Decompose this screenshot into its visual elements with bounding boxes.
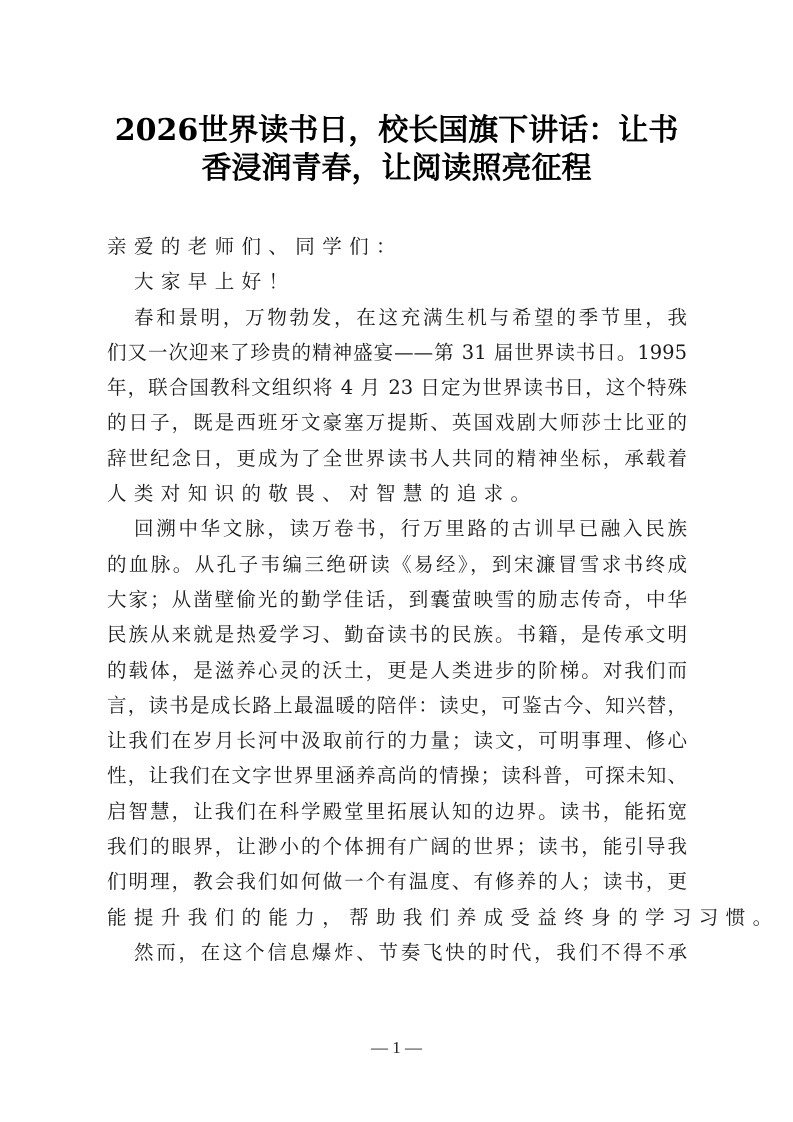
paragraph-2-line-6: 言，读书是成长路上最温暖的陪伴：读史，可鉴古今、知兴替， (107, 693, 687, 717)
paragraph-2-line-1: 回溯中华文脉，读万卷书，行万里路的古训早已融入民族 (134, 517, 687, 541)
paragraph-2-line-10: 我们的眼界，让渺小的个体拥有广阔的世界；读书，能引导我 (107, 835, 687, 859)
salutation: 亲爱的老师们、同学们： (107, 235, 403, 258)
paragraph-1-line-2: 们又一次迎来了珍贵的精神盛宴——第 31 届世界读书日。1995 (107, 340, 687, 364)
paragraph-2-line-4: 民族从来就是热爱学习、勤奋读书的民族。书籍，是传承文明 (107, 623, 687, 647)
title-line-2: 香浸润青春，让阅读照亮征程 (201, 151, 592, 186)
page-number: — 1 — (371, 1038, 422, 1057)
paragraph-2-line-8: 性，让我们在文字世界里涵养高尚的情操；读科普，可探未知、 (107, 764, 687, 788)
paragraph-2-line-2: 的血脉。从孔子韦编三绝研读《易经》，到宋濂冒雪求书终成 (107, 552, 687, 576)
paragraph-2-line-11: 们明理，教会我们如何做一个有温度、有修养的人；读书，更 (107, 870, 687, 894)
title-line-1: 2026世界读书日，校长国旗下讲话：让书 (114, 113, 679, 148)
paragraph-3-line-1: 然而，在这个信息爆炸、节奏飞快的时代，我们不得不承 (134, 940, 687, 964)
paragraph-2-line-9: 启智慧，让我们在科学殿堂里拓展认知的边界。读书，能拓宽 (107, 799, 687, 823)
paragraph-2-line-3: 大家；从凿壁偷光的勤学佳话，到囊萤映雪的励志传奇，中华 (107, 587, 687, 611)
paragraph-2-line-7: 让我们在岁月长河中汲取前行的力量；读文，可明事理、修心 (107, 729, 687, 753)
paragraph-1-line-6: 人类对知识的敬畏、对智慧的追求。 (107, 482, 538, 506)
paragraph-1-line-5: 辞世纪念日，更成为了全世界读书人共同的精神坐标，承载着 (107, 446, 687, 470)
document-body (107, 229, 780, 970)
paragraph-2-line-12: 能提升我们的能力，帮助我们养成受益终身的学习习惯。 (107, 905, 780, 929)
paragraph-1-line-1: 春和景明，万物勃发，在这充满生机与希望的季节里，我 (134, 305, 687, 329)
document-title (100, 112, 693, 188)
paragraph-2-line-5: 的载体，是滋养心灵的沃土，更是人类进步的阶梯。对我们而 (107, 658, 687, 682)
paragraph-1-line-3: 年，联合国教科文组织将 4 月 23 日定为世界读书日，这个特殊 (107, 376, 687, 400)
paragraph-1-line-4: 的日子，既是西班牙文豪塞万提斯、英国戏剧大师莎士比亚的 (107, 411, 687, 435)
greeting: 大家早上好！ (134, 270, 296, 294)
